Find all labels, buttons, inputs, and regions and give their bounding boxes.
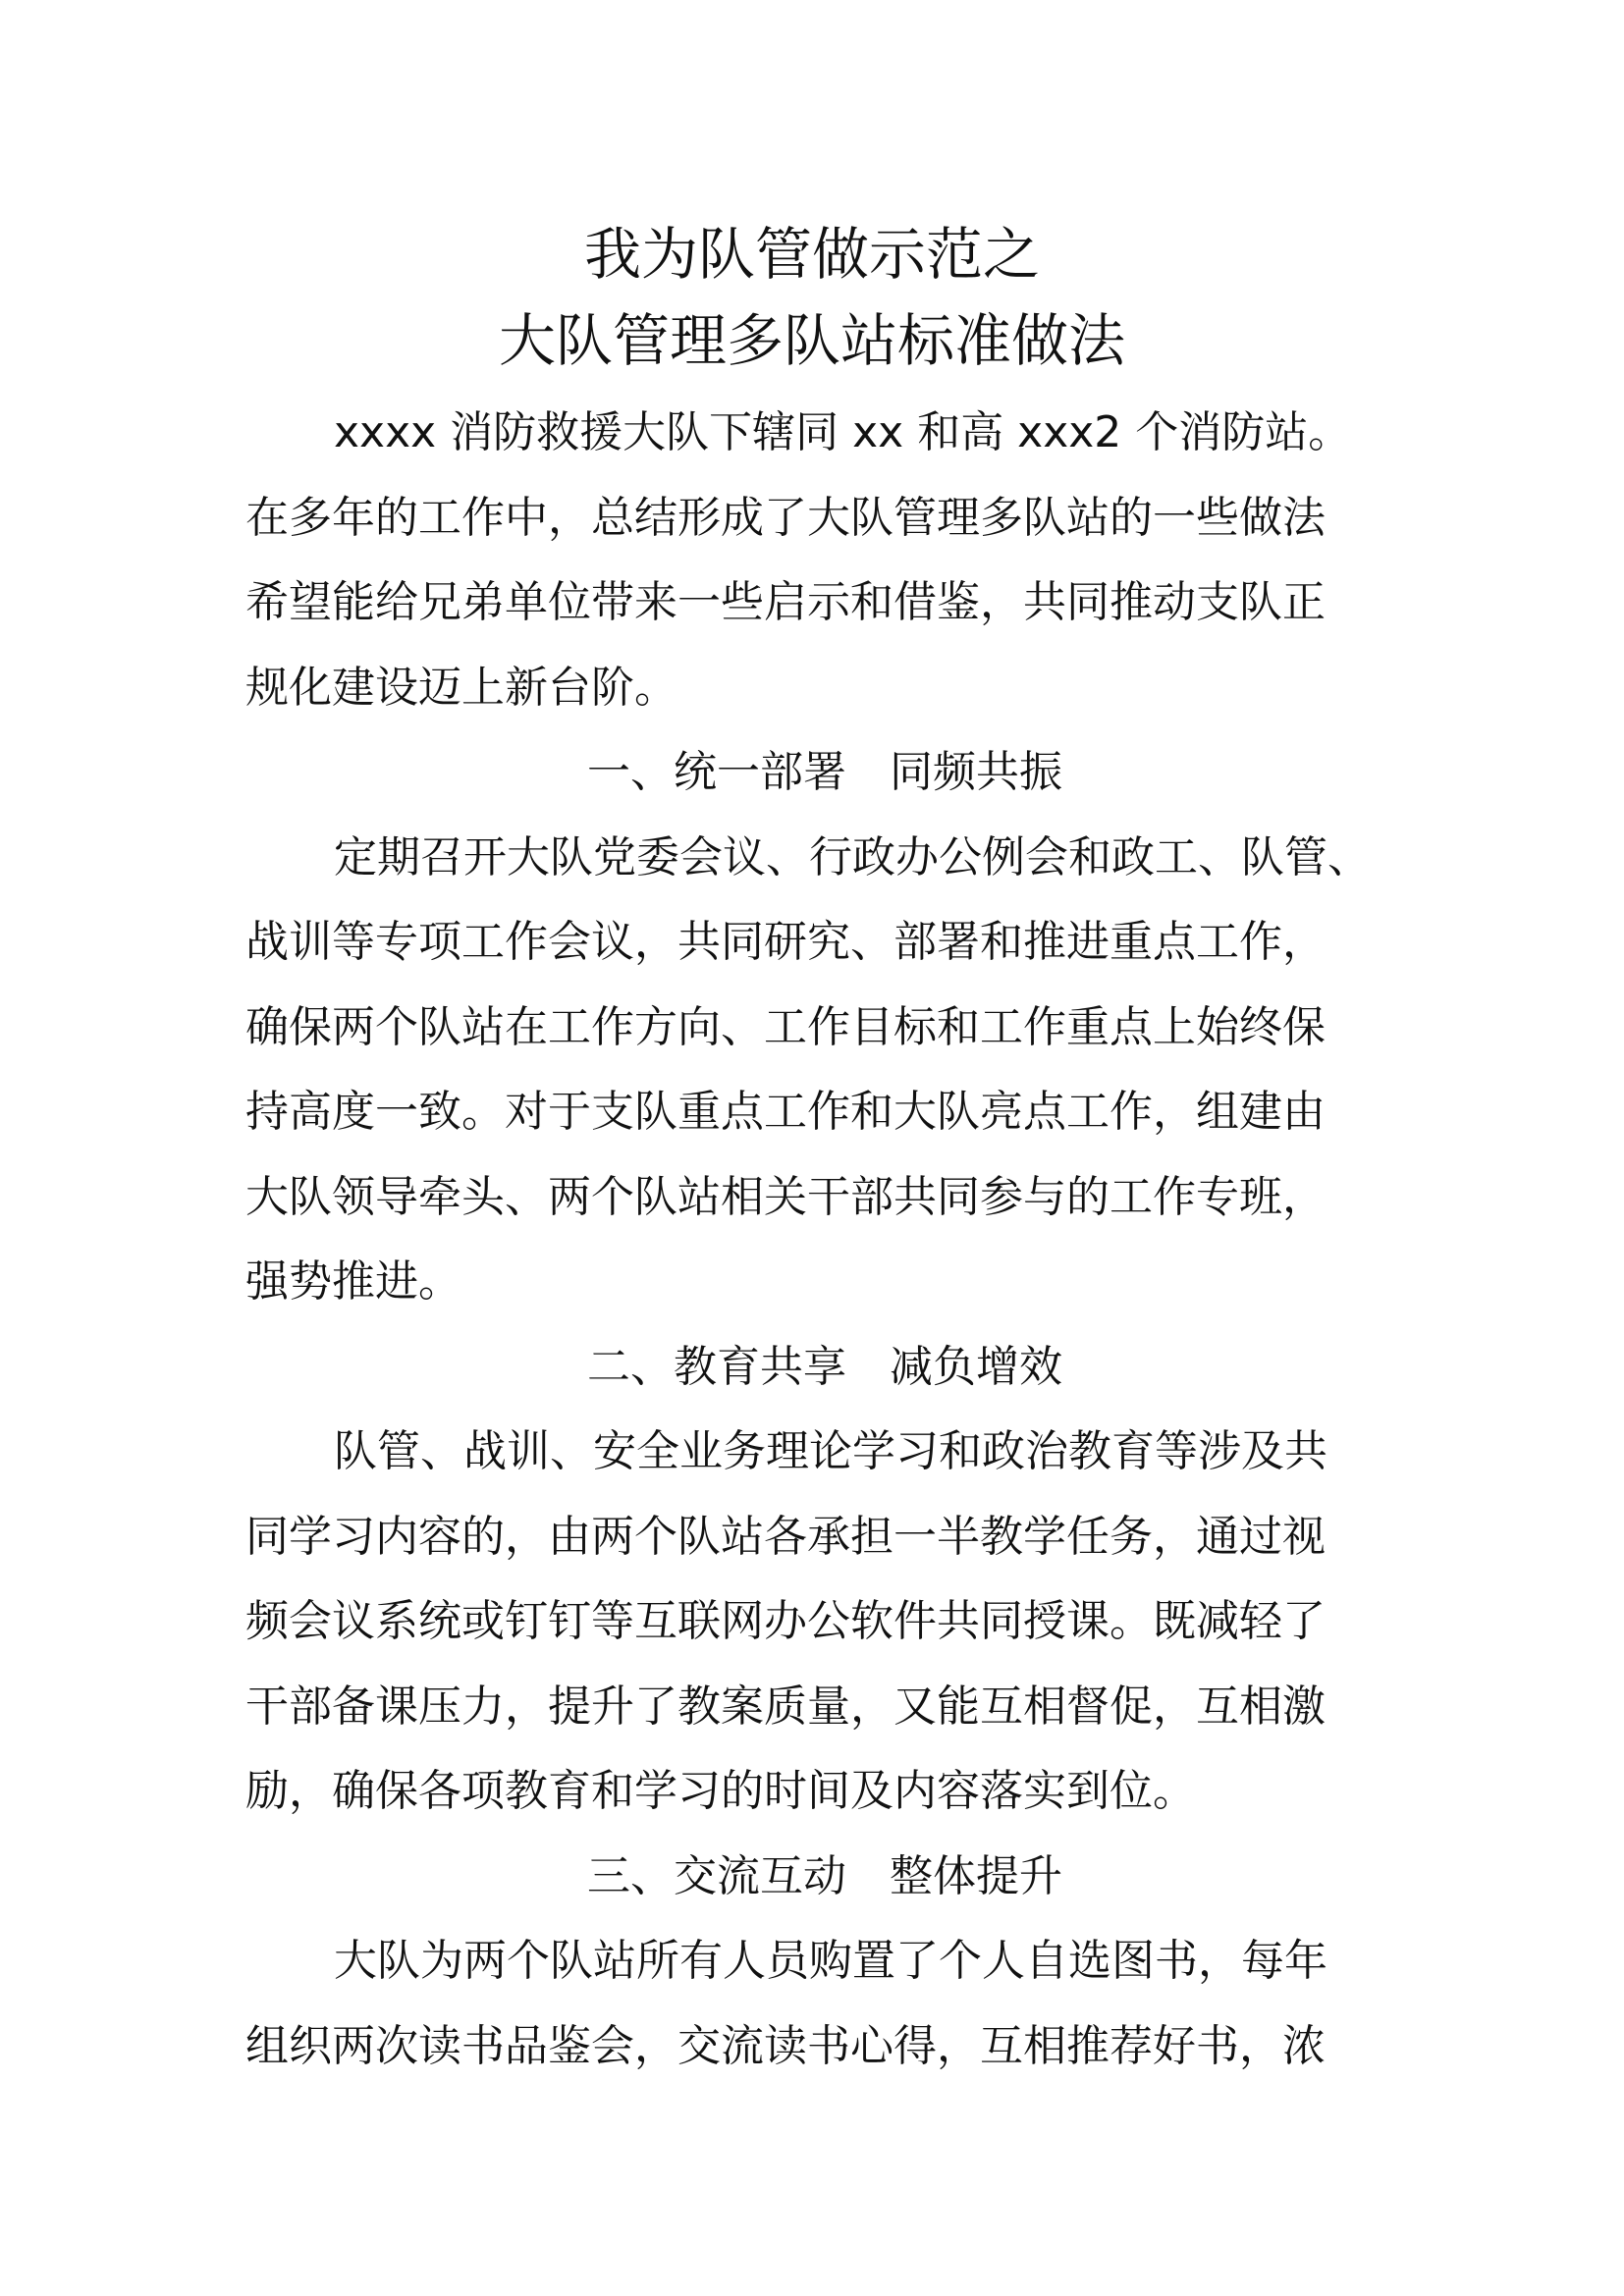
paragraph-section-1 (245, 816, 1404, 1325)
text-line: 在多年的工作中，总结形成了大队管理多队站的一些做法 (245, 492, 1326, 543)
section-heading-2: 二、教育共享 减负增效 (587, 1341, 1062, 1392)
text-line: 大队领导牵头、两个队站相关干部共同参与的工作专班， (245, 1171, 1326, 1222)
text-line: 组织两次读书品鉴会，交流读书心得，互相推荐好书，浓 (245, 2020, 1326, 2071)
section-heading-1: 一、统一部署 同频共振 (587, 747, 1062, 797)
document-title (0, 211, 1624, 384)
text-line: 频会议系统或钉钉等互联网办公软件共同授课。既减轻了 (245, 1596, 1326, 1646)
text-line: 强势推进。 (245, 1256, 461, 1307)
text-line: 确保两个队站在工作方向、工作目标和工作重点上始终保 (245, 1001, 1326, 1052)
text-line: 战训等专项工作会议，共同研究、部署和推进重点工作， (245, 917, 1326, 967)
section-heading-3: 三、交流互动 整体提升 (587, 1850, 1062, 1901)
text-line: 队管、战训、安全业务理论学习和政治教育等涉及共 (334, 1426, 1327, 1476)
text-line: 励，确保各项教育和学习的时间及内容落实到位。 (245, 1766, 1196, 1816)
document-body (245, 391, 1404, 2089)
paragraph-section-3 (245, 1919, 1404, 2089)
text-line: 大队为两个队站所有人员购置了个人自选图书，每年 (334, 1936, 1327, 1986)
text-line: 干部备课压力，提升了教案质量，又能互相督促，互相激 (245, 1681, 1326, 1732)
text-line: 定期召开大队党委会议、行政办公例会和政工、队管、 (334, 831, 1371, 882)
text-line: 同学习内容的，由两个队站各承担一半教学任务，通过视 (245, 1511, 1326, 1562)
text-line: 希望能给兄弟单位带来一些启示和借鉴，共同推动支队正 (245, 577, 1326, 627)
text-line: 持高度一致。对于支队重点工作和大队亮点工作，组建由 (245, 1087, 1326, 1137)
paragraph-intro (245, 391, 1404, 730)
text-line: 规化建设迈上新台阶。 (245, 662, 677, 713)
text-line: xxxx 消防救援大队下辖同 xx 和高 xxx2 个消防站。 (334, 407, 1352, 457)
title-line-2: 大队管理多队站标准做法 (498, 307, 1125, 374)
paragraph-section-2 (245, 1410, 1404, 1835)
title-line-1: 我为队管做示范之 (583, 221, 1040, 288)
